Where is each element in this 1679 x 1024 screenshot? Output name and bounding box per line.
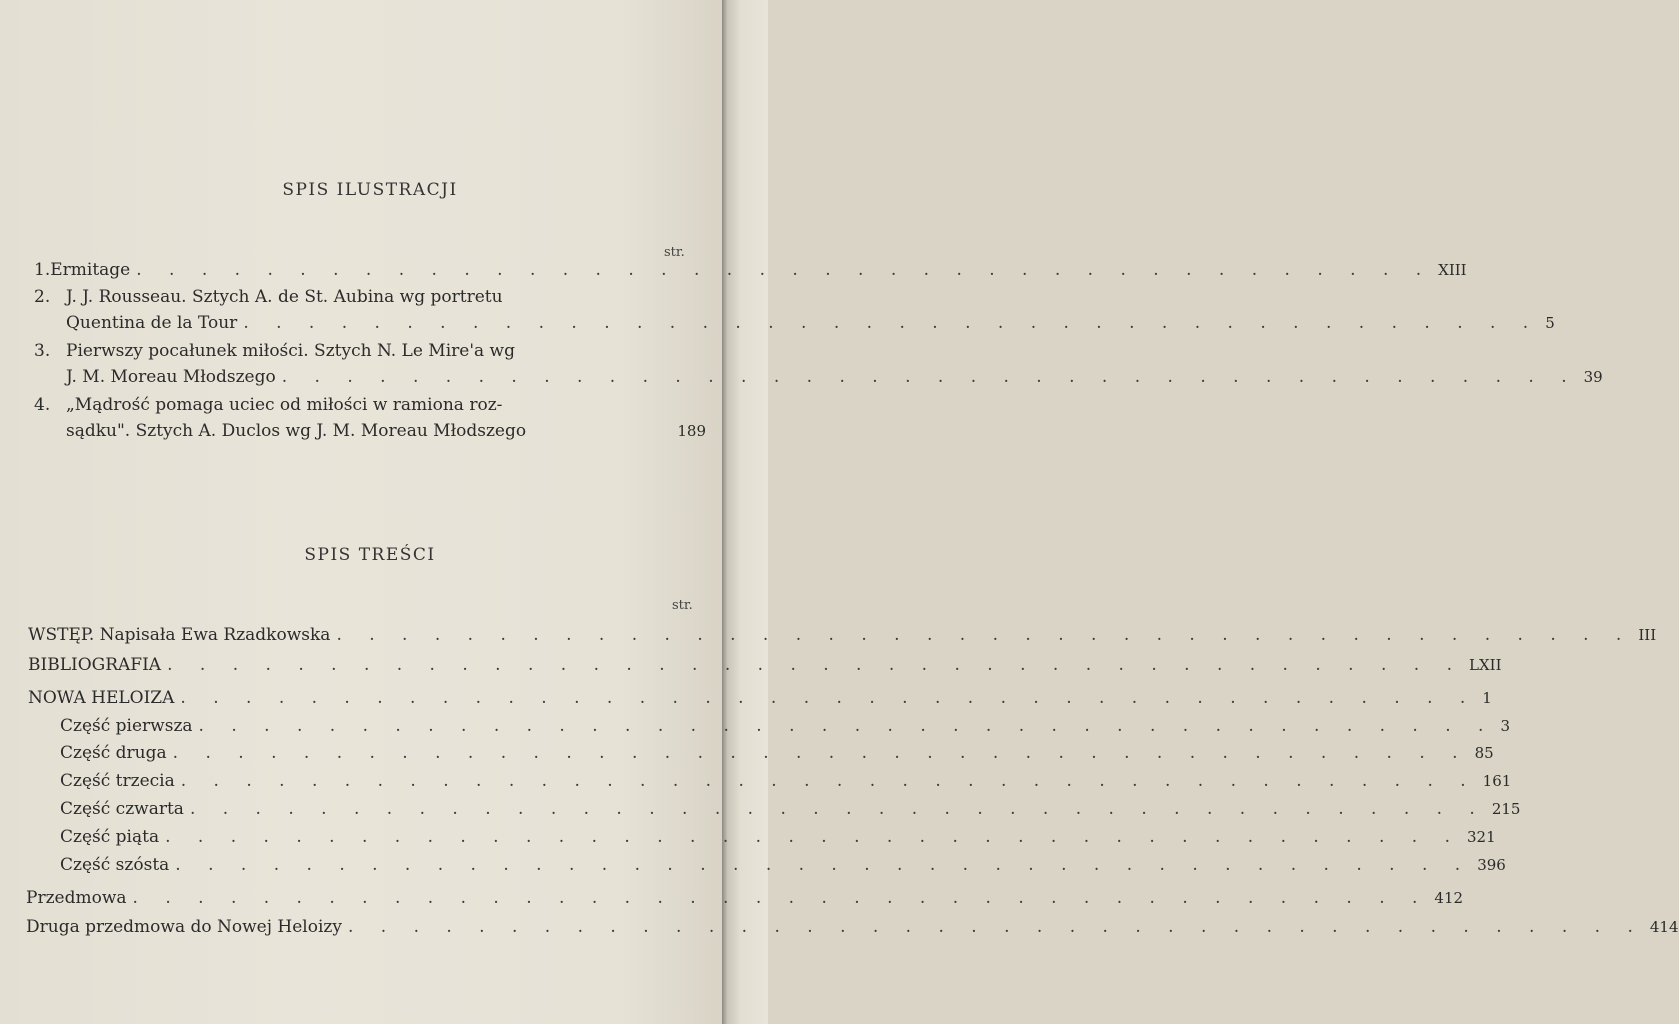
contents-item-przedmowa <box>26 885 1464 911</box>
contents-page: 414 <box>1649 918 1679 936</box>
dot-leader: . . . . . . . . . . . . . . . . . . . . . . . . . . . . . . . . . . . . . . . . <box>180 771 1477 791</box>
contents-item-czesc-3 <box>60 768 1512 794</box>
dot-leader: . . . . . . . . . . . . . . . . . . . . . . . . . . . . . . . . . . . . . . . . <box>167 655 1463 675</box>
illustration-item-3-line1 <box>34 338 515 364</box>
contents-item-czesc-1 <box>60 713 1510 739</box>
contents-page: 412 <box>1434 889 1464 907</box>
illustration-item-2-line1 <box>34 284 503 310</box>
illustration-title: Ermitage <box>50 260 131 280</box>
illustration-page: 189 <box>677 422 706 440</box>
contents-item-czesc-2 <box>60 740 1494 766</box>
dot-leader: . . . . . . . . . . . . . . . . . . . . . . . . . . . . . . . . . . . . . . . . <box>172 743 1469 763</box>
contents-label: Przedmowa <box>26 888 127 908</box>
dot-leader: . . . . . . . . . . . . . . . . . . . . . . . . . . . . . . . . . . . . . . . . <box>136 260 1433 280</box>
illustration-title-cont: sądku". Sztych A. Duclos wg J. M. Moreau Młodszego <box>66 421 527 441</box>
illustration-title: J. J. Rousseau. Sztych A. de St. Aubina wg portretu <box>66 287 503 307</box>
contents-item-czesc-5 <box>60 824 1496 850</box>
illustration-title: „Mądrość pomaga uciec od miłości w ramiona roz- <box>66 395 503 415</box>
contents-item-bibliografia <box>28 652 1502 678</box>
illustration-item-4-line2 <box>66 418 706 444</box>
illustrations-str-label: str. <box>664 245 685 260</box>
contents-str-label: str. <box>672 598 693 613</box>
contents-label: Część druga <box>60 743 167 763</box>
contents-page: 321 <box>1467 828 1496 846</box>
illustration-num: 1. <box>34 260 51 280</box>
contents-page: 215 <box>1491 800 1521 818</box>
illustration-num: 4. <box>34 395 51 415</box>
illustration-item-4-line1 <box>34 392 502 418</box>
contents-item-czesc-4 <box>60 796 1521 822</box>
illustration-item-2-line2 <box>66 310 1555 336</box>
illustration-page: XIII <box>1438 261 1467 279</box>
illustration-item-3-line2 <box>66 364 1603 390</box>
contents-page: 1 <box>1482 689 1492 707</box>
illustration-item-1 <box>34 257 1467 283</box>
dot-leader: . . . . . . . . . . . . . . . . . . . . . . . . . . . . . . . . . . . . . . . . <box>243 313 1540 333</box>
illustrations-heading: SPIS ILUSTRACJI <box>282 180 458 200</box>
contents-label: Część pierwsza <box>60 716 193 736</box>
dot-leader: . . . . . . . . . . . . . . . . . . . . . . . . . . . . . . . . . . . . . . . . <box>347 917 1644 937</box>
contents-page: 85 <box>1474 744 1494 762</box>
contents-label: Część czwarta <box>60 799 184 819</box>
dot-leader: . . . . . . . . . . . . . . . . . . . . . . . . . . . . . . . . . . . . . . . . <box>132 888 1429 908</box>
contents-page: LXII <box>1469 656 1502 674</box>
dot-leader: . . . . . . . . . . . . . . . . . . . . . . . . . . . . . . . . . . . . . . . . <box>180 688 1477 708</box>
illustration-num: 3. <box>34 341 51 361</box>
contents-label: Druga przedmowa do Nowej Heloizy <box>26 917 342 937</box>
dot-leader: . . . . . . . . . . . . . . . . . . . . . . . . . . . . . . . . . . . . . . . . <box>189 799 1486 819</box>
illustration-page: 39 <box>1583 368 1603 386</box>
contents-page: 396 <box>1477 856 1506 874</box>
contents-label: BIBLIOGRAFIA <box>28 655 162 675</box>
contents-item-czesc-6 <box>60 852 1506 878</box>
contents-item-druga-przedmowa <box>26 914 1679 940</box>
illustration-page: 5 <box>1545 314 1555 332</box>
contents-label: WSTĘP. Napisała Ewa Rzadkowska <box>28 625 331 645</box>
contents-label: Część szósta <box>60 855 170 875</box>
illustration-title: Pierwszy pocałunek miłości. Sztych N. Le Mire'a wg <box>66 341 515 361</box>
dot-leader: . . . . . . . . . . . . . . . . . . . . . . . . . . . . . . . . . . . . . . . . <box>198 716 1495 736</box>
contents-label: NOWA HELOIZA <box>28 688 175 708</box>
dot-leader: . . . . . . . . . . . . . . . . . . . . . . . . . . . . . . . . . . . . . . . . <box>281 367 1578 387</box>
dot-leader: . . . . . . . . . . . . . . . . . . . . . . . . . . . . . . . . . . . . . . . . <box>175 855 1472 875</box>
contents-page: 3 <box>1500 717 1510 735</box>
contents-item-wstep <box>28 622 1657 648</box>
contents-label: Część trzecia <box>60 771 175 791</box>
contents-page: 161 <box>1482 772 1512 790</box>
contents-label: Część piąta <box>60 827 160 847</box>
dot-leader: . . . . . . . . . . . . . . . . . . . . . . . . . . . . . . . . . . . . . . . . <box>165 827 1462 847</box>
contents-page: III <box>1638 626 1657 644</box>
contents-heading: SPIS TREŚCI <box>304 545 436 565</box>
illustration-title-cont: Quentina de la Tour <box>66 313 238 333</box>
contents-item-nowa-heloiza <box>28 685 1492 711</box>
dot-leader: . . . . . . . . . . . . . . . . . . . . . . . . . . . . . . . . . . . . . . . . <box>336 625 1633 645</box>
illustration-title-cont: J. M. Moreau Młodszego <box>66 367 276 387</box>
illustration-num: 2. <box>34 287 51 307</box>
